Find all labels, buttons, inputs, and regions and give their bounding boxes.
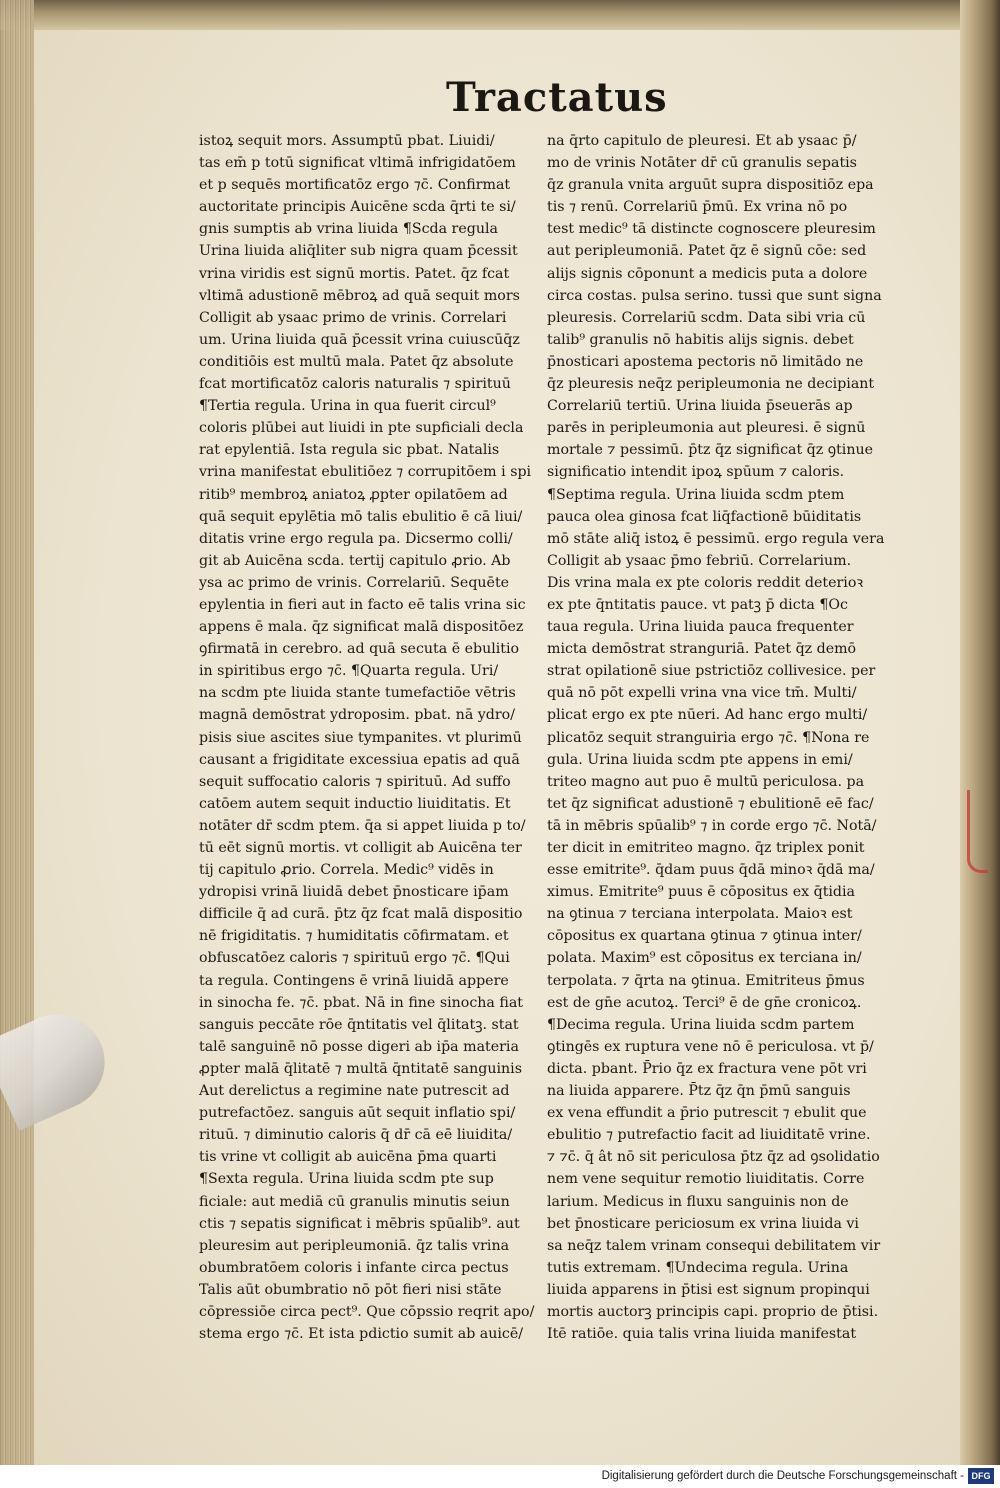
text-line: ¶Tertia regula. Urina in qua fuerit circul⁹ — [199, 398, 496, 415]
text-line: Talis aūt obumbratio nō pōt fieri nisi stāte — [199, 1281, 502, 1298]
text-line: epylentia in fieri aut in facto eē talis vrina sic — [199, 596, 526, 613]
text-line: ebulitio ⁊ putrefactio facit ad liuiditatē vrine. — [547, 1127, 871, 1144]
text-line: tet q̄z significat adustionē ⁊ ebulitionē eē fac/ — [547, 795, 874, 812]
text-line: ꝓpter malā q̄litatē ⁊ multā q̄ntitatē sanguinis — [199, 1060, 522, 1077]
text-line: ficiale: aut mediā cū granulis minutis seiun — [199, 1193, 510, 1210]
text-line: ta regula. Contingens ē vrinā liuidā appere — [199, 972, 509, 989]
text-line: ¶Decima regula. Urina liuida scdm partem — [547, 1016, 855, 1033]
text-line: nē frigiditatis. ⁊ humiditatis cōfirmatam. et — [199, 928, 509, 945]
text-line: Correlariū tertiū. Urina liuida p̄seuerās ap — [547, 398, 853, 415]
text-line: cōpressiōe circa pect⁹. Que cōpssio reqrit apo/ — [199, 1303, 535, 1320]
text-line: Aut derelictus a regimine nate putrescit ad — [199, 1083, 510, 1100]
text-column-left — [199, 130, 535, 1343]
text-line: Colligit ab ysaac primo de vrinis. Correlari — [199, 309, 507, 326]
text-line: et p sequēs mortificatōz ergo ⁊c̄. Confirmat — [199, 177, 511, 194]
text-line: putrefactōez. sanguis aūt sequit inflatio spi/ — [199, 1105, 516, 1122]
text-line: sequit suffocatio caloris ⁊ spirituū. Ad suffo — [199, 773, 511, 790]
text-line: pleuresim aut peripleumoniā. q̄z talis vrina — [199, 1237, 510, 1254]
book-top-edge — [0, 0, 1000, 30]
text-line: mortis auctorꝫ principis capi. proprio de p̄tisi. — [547, 1303, 879, 1320]
text-line: sanguis peccāte rōe q̄ntitatis vel q̄litatꝫ. stat — [199, 1016, 519, 1033]
text-line: causant a frigiditate excessiua epatis ad quā — [199, 751, 520, 768]
book-gutter — [960, 0, 1000, 1465]
text-line: pauca olea ginosa fcat liq̄factionē būiditatis — [547, 508, 862, 525]
text-line: est de gn̄e acutoꝝ. Terci⁹ ē de gn̄e cronicoꝝ. — [547, 994, 862, 1011]
text-line: tā in mēbris spūalib⁹ ⁊ in corde ergo ⁊c̄. Notā/ — [547, 817, 877, 834]
text-line: Itē ratiōe. quia talis vrina liuida manifestat — [547, 1326, 857, 1343]
text-line: dicta. pbant. P̄rio q̄z ex fractura vene pōt vri — [547, 1060, 867, 1077]
text-line: ritib⁹ membroꝝ aniatoꝝ ꝓpter opilatōem ad — [199, 486, 508, 503]
text-line: bet p̄nosticare periciosum ex vrina liuida vi — [547, 1215, 859, 1232]
text-line: p̄nosticari apostema pectoris nō limitādo ne — [547, 353, 864, 370]
text-line: git ab Auicēna scda. tertij capitulo ꝓrio. Ab — [199, 552, 511, 569]
text-line: polata. Maxim⁹ est cōpositus ex terciana in/ — [547, 950, 862, 967]
text-line: fcat mortificatōz caloris naturalis ⁊ spirituū — [199, 376, 511, 393]
text-line: triteo magno aut puo ē multū periculosa. pa — [547, 773, 865, 790]
text-line: ysa ac primo de vrinis. Correlariū. Sequēte — [199, 574, 510, 591]
text-line: ꝯfirmatā in cerebro. ad quā secuta ē ebulitio — [199, 641, 520, 658]
text-line: Urina liuida aliq̄liter sub nigra quam p̄cessit — [199, 243, 518, 260]
text-line: strat opilationē siue pstrictiōz collivesice. per — [547, 663, 876, 680]
text-line: tū eēt signū mortis. vt colligit ab Auicēna ter — [199, 840, 522, 856]
text-line: taua regula. Urina liuida pauca frequenter — [547, 619, 854, 636]
text-line: in spiritibus ergo ⁊c̄. ¶Quarta regula. Uri/ — [199, 663, 499, 680]
text-line: esse emitrite⁹. q̄dam puus q̄dā minoꝛ q̄dā ma/ — [547, 862, 875, 879]
text-line: vltimā adustionē mēbroꝝ ad quā sequit mors — [199, 287, 520, 304]
text-line: ¶Sexta regula. Urina liuida scdm pte sup — [199, 1171, 494, 1188]
text-line: ex vena effundit a p̄rio putrescit ⁊ ebulit que — [547, 1105, 867, 1122]
text-line: vrina viridis est signū mortis. Patet. q̄z fcat — [199, 265, 510, 282]
text-line: vrina manifestat ebulitiōez ⁊ corrupitōem i spi — [199, 464, 532, 481]
text-line: obumbratōem coloris i infante circa pectus — [199, 1259, 509, 1276]
text-column-right — [547, 130, 885, 1343]
text-line: ximus. Emitrite⁹ puus ē cōpositus ex q̄tidia — [547, 884, 856, 901]
text-line: sa neq̄z talem vrinam consequi debilitatem vir — [547, 1237, 881, 1254]
text-line: na liuida apparere. P̄tz q̄z q̄n p̄mū sanguis — [547, 1083, 851, 1100]
text-line: q̄z pleuresis neq̄z peripleumonia ne decipiant — [547, 376, 875, 393]
text-line: magnā demōstrat ydroposim. pbat. nā ydro/ — [199, 707, 515, 724]
text-line: micta demōstrat stranguriā. Patet q̄z demō — [547, 641, 857, 658]
text-line: na q̄rto capitulo de pleuresi. Et ab ysaac p̄/ — [547, 133, 857, 149]
text-line: parēs in peripleumonia aut pleuresi. ē signū — [547, 420, 866, 437]
text-line: notāter dr̄ scdm ptem. q̄a si appet liuida p to/ — [199, 817, 526, 834]
text-line: tis vrine vt colligit ab auicēna p̄ma quarti — [199, 1149, 497, 1166]
text-line: terpolata. ⁊ q̄rta na ꝯtinua. Emitriteus p̄mus — [547, 972, 865, 989]
text-line: nem vene sequitur remotio liuiditatis. Corre — [547, 1171, 865, 1188]
text-line: mō stāte aliq̄ istoꝝ ē pessimū. ergo regula vera — [547, 530, 885, 547]
text-line: liuida apparens in p̄tisi est signum propinqui — [547, 1281, 870, 1298]
text-line: tutis extremam. ¶Undecima regula. Urina — [547, 1259, 849, 1276]
text-line: tas em̄ p totū significat vltimā infrigidatōem — [199, 155, 516, 172]
text-line: rituū. ⁊ diminutio caloris q̄ dr̄ cā eē liuidita/ — [199, 1127, 513, 1144]
text-line: na ꝯtinua ⁊ terciana interpolata. Maioꝛ est — [547, 906, 853, 923]
text-line: quā sequit epylētia mō talis ebulitio ē cā liui/ — [199, 508, 523, 525]
text-line: auctoritate principis Auicēne scda q̄rti te si/ — [199, 199, 516, 216]
text-line: gula. Urina liuida scdm pte appens in emi/ — [547, 751, 853, 768]
text-line: catōem autem sequit inductio liuiditatis. Et — [199, 795, 511, 812]
text-line: quā nō pōt expelli vrina vna vice tm̄. Multi/ — [547, 685, 857, 702]
text-line: ¶Septima regula. Urina liuida scdm ptem — [547, 486, 845, 503]
text-line: tis ⁊ renū. Correlariū p̄mū. Ex vrina nō po — [547, 199, 848, 216]
text-line: ex pte q̄ntitatis pauce. vt patꝫ p̄ dicta ¶Oc — [547, 596, 848, 613]
text-line: Dis vrina mala ex pte coloris reddit deterioꝛ — [547, 574, 864, 591]
text-line: coloris plūbei aut liuidi in pte supficiali decla — [199, 420, 524, 437]
running-title: Tractatus — [446, 74, 668, 121]
text-line: mo de vrinis Notāter dr̄ cū granulis sepatis — [547, 155, 857, 172]
text-line: test medic⁹ tā distincte cognoscere pleuresim — [547, 221, 876, 238]
text-line: um. Urina liuida quā p̄cessit vrina cuiuscūq̄z — [199, 331, 520, 348]
text-line: istoꝝ sequit mors. Assumptū pbat. Liuidi/ — [199, 133, 495, 149]
text-line: Colligit ab ysaac p̄mo febriū. Correlarium. — [547, 552, 852, 569]
text-line: pleuresis. Correlariū scdm. Data sibi vria cū — [547, 309, 866, 326]
text-line: plicat ergo ex pte nūeri. Ad hanc ergo multi/ — [547, 707, 868, 724]
text-line: difficile q̄ ad curā. p̄tz q̄z fcat malā dispositio — [199, 906, 523, 923]
text-line: talib⁹ granulis nō habitis alijs signis. debet — [547, 331, 854, 348]
text-line: plicatōz sequit stranguiria ergo ⁊c̄. ¶Nona re — [547, 729, 870, 746]
text-line: q̄z granula vnita arguūt supra dispositiōz epa — [547, 177, 874, 194]
text-line: stema ergo ⁊c̄. Et ista pdictio sumit ab auicē/ — [199, 1326, 524, 1343]
text-line: ydropisi vrinā liuidā debet p̄nosticare ip̄am — [199, 884, 509, 901]
text-line: ꝯtingēs ex ruptura vene nō ē periculosa. vt p̄/ — [547, 1038, 874, 1055]
text-line: ditatis vrine ergo regula pa. Dicsermo colli/ — [199, 530, 513, 547]
text-line: cōpositus ex quartana ꝯtinua ⁊ ꝯtinua inter/ — [547, 928, 862, 945]
text-line: larium. Medicus in fluxu sanguinis non de — [547, 1193, 849, 1210]
text-line: mortale ⁊ pessimū. p̄tz q̄z significat q̄z ꝯtinue — [547, 442, 873, 459]
text-line: aut peripleumoniā. Patet q̄z ē signū cōe: sed — [547, 243, 867, 260]
text-line: ⁊ ⁊c̄. q̄ ât nō sit periculosa p̄tz q̄z ad ꝯsolidatio — [547, 1149, 880, 1166]
text-line: significatio intendit ipoꝝ spūum ⁊ caloris. — [547, 464, 845, 481]
footer-credit: Digitalisierung gefördert durch die Deutsche Forschungsgemeinschaft - — [601, 1470, 964, 1482]
text-line: gnis sumptis ab vrina liuida ¶Scda regula — [199, 221, 498, 238]
text-line: na scdm pte liuida stante tumefactiōe vētris — [199, 685, 516, 702]
text-line: ter dicit in emitriteo magno. q̄z triplex ponit — [547, 840, 865, 856]
red-margin-mark — [967, 790, 988, 873]
book-fore-edge — [0, 0, 34, 1465]
text-line: rat epylentiā. Ista regula sic pbat. Natalis — [199, 442, 500, 459]
text-line: ctis ⁊ sepatis significat i mēbris spūalib⁹. aut — [199, 1215, 520, 1232]
text-line: pisis siue ascites siue tympanites. vt plurimū — [199, 729, 522, 746]
text-line: appens ē mala. q̄z significat malā dispositōez — [199, 619, 524, 636]
text-line: circa costas. pulsa serino. tussi que sunt signa — [547, 287, 882, 304]
dfg-logo: DFG — [968, 1468, 994, 1484]
text-line: alijs signis cōponunt a medicis puta a dolore — [547, 265, 868, 282]
text-line: obfuscatōez caloris ⁊ spirituū ergo ⁊c̄. ¶Qui — [199, 950, 510, 967]
text-line: in sinocha fe. ⁊c̄. pbat. Nā in fine sinocha fiat — [199, 994, 524, 1011]
text-line: tij capitulo ꝓrio. Correla. Medic⁹ vidēs in — [199, 862, 494, 879]
text-line: conditiōis est multū mala. Patet q̄z absolute — [199, 353, 514, 370]
text-line: talē sanguinē nō posse digeri ab ip̄a materia — [199, 1038, 519, 1055]
